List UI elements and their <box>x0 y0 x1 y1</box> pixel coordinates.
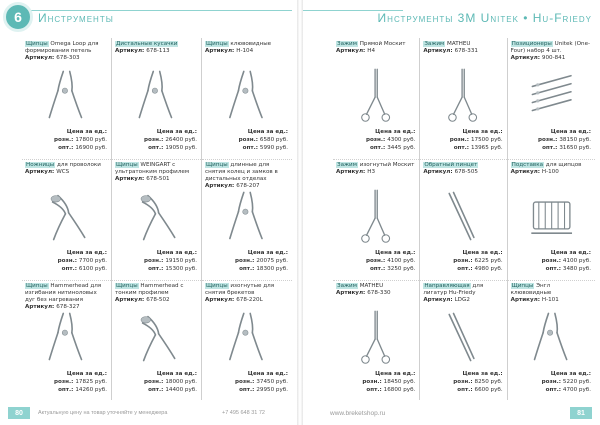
price-heading: Цена за ед.: <box>247 129 288 135</box>
price-block <box>538 128 591 152</box>
product-category-tag: Щипцы <box>206 162 228 168</box>
product-item <box>202 162 292 277</box>
article-label: Артикул: <box>510 55 542 61</box>
product-name: для щипцов <box>544 162 582 168</box>
product-description <box>115 41 198 55</box>
retail-price: розн.: 4100 руб. <box>365 258 416 264</box>
item-divider <box>333 159 419 160</box>
product-name: клювовидные <box>228 41 272 47</box>
article-number: H-100 <box>541 169 559 175</box>
price-heading: Цена за ед.: <box>462 250 503 256</box>
price-heading: Цена за ед.: <box>550 250 591 256</box>
product-description <box>336 41 416 55</box>
price-heading: Цена за ед.: <box>375 371 416 377</box>
price-heading: Цена за ед.: <box>66 250 107 256</box>
right-footer <box>303 407 600 419</box>
product-category-tag: Дистальные кусачки <box>116 41 178 47</box>
product-category-tag: Зажим <box>337 283 357 289</box>
retail-price: розн.: 20075 руб. <box>235 258 288 264</box>
price-heading: Цена за ед.: <box>156 129 197 135</box>
price-block <box>144 370 197 394</box>
right-page <box>303 0 600 425</box>
product-description <box>511 283 592 304</box>
price-block <box>144 249 197 273</box>
article-number: 678-220L <box>236 297 263 303</box>
instrument-photo <box>118 65 195 125</box>
item-divider <box>202 159 292 160</box>
article-number: 678-327 <box>56 304 80 310</box>
price-block <box>450 128 503 152</box>
product-category-tag: Щипцы <box>116 283 138 289</box>
product-item <box>420 283 506 398</box>
instrument-photo <box>28 307 105 367</box>
product-category-tag: Щипцы <box>206 283 228 289</box>
article-number: WCS <box>56 169 70 175</box>
retail-price: розн.: 38150 руб. <box>538 137 591 143</box>
left-column <box>22 38 112 400</box>
item-divider <box>112 280 201 281</box>
retail-price: розн.: 6225 руб. <box>453 258 503 264</box>
product-item <box>202 283 292 398</box>
article-number: H3 <box>367 169 375 175</box>
product-description <box>336 283 416 297</box>
product-name: изогнутые для снятия брекетов <box>205 283 275 296</box>
wholesale-price: опт.: 5990 руб. <box>242 145 288 151</box>
right-footer-site: www.breketshop.ru <box>330 410 386 417</box>
wholesale-price: опт.: 3480 руб. <box>545 266 591 272</box>
wholesale-price: опт.: 4700 руб. <box>545 387 591 393</box>
article-label: Артикул: <box>205 48 237 54</box>
article-number: 900-841 <box>541 55 566 61</box>
article-label: Артикул: <box>205 183 237 189</box>
product-item <box>202 41 292 156</box>
article-label: Артикул: <box>115 176 147 182</box>
product-category-tag: Щипцы <box>26 283 48 289</box>
wholesale-price: опт.: 3250 руб. <box>369 266 416 272</box>
price-heading: Цена за ед.: <box>375 129 416 135</box>
product-description <box>115 162 198 183</box>
product-item <box>22 162 111 277</box>
wholesale-price: опт.: 6600 руб. <box>457 387 503 393</box>
product-name: для лигатур Hu-Friedy <box>423 283 484 296</box>
product-item <box>22 41 111 156</box>
price-block <box>453 370 502 394</box>
retail-price: розн.: 5220 руб. <box>541 379 591 385</box>
right-column <box>420 38 507 400</box>
product-category-tag: Щипцы <box>116 162 138 168</box>
section-number-badge <box>3 2 33 32</box>
price-block <box>366 128 415 152</box>
right-column <box>333 38 420 400</box>
item-divider <box>508 159 595 160</box>
price-block <box>144 128 197 152</box>
product-item <box>420 41 506 156</box>
left-footer-note: Актуальную цену на товар уточняйте у менеджера <box>38 410 168 416</box>
product-description <box>336 162 416 176</box>
article-number: LDG2 <box>454 297 470 303</box>
article-label: Артикул: <box>423 297 455 303</box>
instrument-photo <box>339 307 413 367</box>
product-item <box>420 162 506 277</box>
article-number: 678-113 <box>146 48 170 54</box>
wholesale-price: опт.: 18300 руб. <box>239 266 288 272</box>
price-heading: Цена за ед.: <box>247 371 288 377</box>
product-category-tag: Зажим <box>424 41 445 47</box>
product-category-tag: Направляющая <box>424 283 470 289</box>
article-label: Артикул: <box>205 297 237 303</box>
instrument-photo <box>426 65 500 125</box>
product-category-tag: Позиционеры <box>511 41 552 47</box>
product-name: Unitek (One-Four) набор 4 шт. <box>510 41 591 54</box>
left-footer-phone: +7 495 648 31 72 <box>222 410 265 416</box>
item-divider <box>420 159 506 160</box>
product-description <box>423 283 503 304</box>
wholesale-price: опт.: 6100 руб. <box>61 266 107 272</box>
item-divider <box>22 159 111 160</box>
price-heading: Цена за ед.: <box>462 129 503 135</box>
article-label: Артикул: <box>25 169 57 175</box>
instrument-photo <box>208 307 286 367</box>
product-name: MATHEU <box>357 283 384 289</box>
price-heading: Цена за ед.: <box>247 250 288 256</box>
product-name: для проволоки <box>55 162 101 168</box>
price-heading: Цена за ед.: <box>462 371 503 377</box>
article-label: Артикул: <box>115 297 147 303</box>
product-item <box>22 283 111 398</box>
product-category-tag: Щипцы <box>26 41 48 47</box>
instrument-photo <box>118 307 195 367</box>
product-name: изогнутый Москит <box>357 162 415 168</box>
wholesale-price: опт.: 29950 руб. <box>239 387 288 393</box>
retail-price: розн.: 17800 руб. <box>54 137 107 143</box>
product-description <box>205 283 289 304</box>
instrument-photo <box>514 307 589 367</box>
article-number: 678-207 <box>236 183 260 189</box>
right-header-title: Инструменты 3M Unitek • Hu-Friedy <box>377 11 592 25</box>
product-description <box>25 162 108 176</box>
price-heading: Цена за ед.: <box>66 129 107 135</box>
product-item <box>508 41 595 156</box>
article-number: H4 <box>367 48 375 54</box>
instrument-photo <box>208 65 286 125</box>
product-description <box>511 162 592 176</box>
wholesale-price: опт.: 15300 руб. <box>148 266 197 272</box>
wholesale-price: опт.: 16900 руб. <box>58 145 107 151</box>
article-number: 678-502 <box>146 297 170 303</box>
left-page <box>0 0 297 425</box>
price-block <box>239 128 288 152</box>
price-block <box>235 370 288 394</box>
product-item <box>333 41 419 156</box>
article-number: H-101 <box>541 297 559 303</box>
product-name: Hammerhead с тонким профилем <box>115 283 184 296</box>
price-heading: Цена за ед.: <box>156 250 197 256</box>
right-page-number: 81 <box>570 407 592 419</box>
instrument-photo <box>118 186 195 246</box>
price-block <box>366 249 415 273</box>
product-item <box>333 162 419 277</box>
product-name: Omega Loop для формирования петель <box>25 41 99 54</box>
left-page-number: 80 <box>8 407 30 419</box>
wholesale-price: опт.: 14260 руб. <box>58 387 107 393</box>
retail-price: розн.: 17500 руб. <box>449 137 503 143</box>
retail-price: розн.: 6580 руб. <box>238 137 288 143</box>
wholesale-price: опт.: 19050 руб. <box>148 145 197 151</box>
article-label: Артикул: <box>25 304 57 310</box>
article-label: Артикул: <box>510 297 542 303</box>
product-category-tag: Зажим <box>337 162 357 168</box>
instrument-photo <box>514 186 589 246</box>
retail-price: розн.: 7700 руб. <box>57 258 107 264</box>
retail-price: розн.: 18000 руб. <box>144 379 197 385</box>
product-name: Прямой Москит <box>357 41 406 47</box>
price-block <box>542 249 591 273</box>
retail-price: розн.: 17825 руб. <box>54 379 107 385</box>
wholesale-price: опт.: 3445 руб. <box>369 145 416 151</box>
item-divider <box>22 280 111 281</box>
product-description <box>25 41 108 62</box>
product-name: длинные для снятия колец и замков в дистальных отделах <box>205 162 278 182</box>
retail-price: розн.: 8250 руб. <box>453 379 503 385</box>
product-description <box>511 41 592 62</box>
article-number: 678-330 <box>367 290 391 296</box>
product-category-tag: Зажим <box>337 41 357 47</box>
left-footer <box>0 407 297 419</box>
price-heading: Цена за ед.: <box>550 371 591 377</box>
product-item <box>112 162 201 277</box>
product-category-tag: Щипцы <box>206 41 228 47</box>
article-label: Артикул: <box>336 290 368 296</box>
product-description <box>115 283 198 304</box>
wholesale-price: опт.: 31650 руб. <box>542 145 591 151</box>
product-item <box>508 162 595 277</box>
product-name: Hammerhead для изгибания нитиноловых дуг без нагревания <box>25 283 102 303</box>
article-label: Артикул: <box>336 169 368 175</box>
instrument-photo <box>339 186 413 246</box>
product-item <box>508 283 595 398</box>
item-divider <box>508 280 595 281</box>
retail-price: розн.: 19150 руб. <box>144 258 197 264</box>
instrument-photo <box>28 186 105 246</box>
price-heading: Цена за ед.: <box>66 371 107 377</box>
article-label: Артикул: <box>336 48 368 54</box>
item-divider <box>420 280 506 281</box>
product-name: MATHEU <box>445 41 471 47</box>
product-item <box>112 41 201 156</box>
retail-price: розн.: 4300 руб. <box>365 137 416 143</box>
instrument-photo <box>339 65 413 125</box>
left-column <box>202 38 292 400</box>
instrument-photo <box>426 186 500 246</box>
article-label: Артикул: <box>115 48 147 54</box>
article-label: Артикул: <box>510 169 542 175</box>
item-divider <box>333 280 419 281</box>
instrument-photo <box>514 65 589 125</box>
product-description <box>423 162 503 176</box>
product-item <box>333 283 419 398</box>
article-label: Артикул: <box>25 55 57 61</box>
retail-price: розн.: 37450 руб. <box>235 379 288 385</box>
product-name: Энгл клювовидные <box>510 283 552 296</box>
product-description <box>205 41 289 55</box>
product-category-tag: Подставка <box>511 162 544 168</box>
section-number: 6 <box>14 9 22 25</box>
price-block <box>542 370 591 394</box>
price-heading: Цена за ед.: <box>375 250 416 256</box>
article-label: Артикул: <box>423 169 455 175</box>
price-block <box>58 249 107 273</box>
article-number: H-104 <box>236 48 254 54</box>
product-description <box>423 41 503 55</box>
article-number: 678-505 <box>454 169 478 175</box>
retail-price: розн.: 18450 руб. <box>362 379 416 385</box>
article-number: 678-501 <box>146 176 170 182</box>
item-divider <box>112 159 201 160</box>
retail-price: розн.: 4100 руб. <box>541 258 591 264</box>
instrument-photo <box>426 307 500 367</box>
instrument-photo <box>28 65 105 125</box>
price-block <box>453 249 502 273</box>
price-heading: Цена за ед.: <box>156 371 197 377</box>
article-label: Артикул: <box>423 48 455 54</box>
article-number: 678-303 <box>56 55 80 61</box>
right-product-grid <box>333 38 595 400</box>
left-header-title: Инструменты <box>38 11 114 25</box>
wholesale-price: опт.: 13965 руб. <box>453 145 503 151</box>
price-heading: Цена за ед.: <box>550 129 591 135</box>
instrument-photo <box>208 186 286 246</box>
product-name: WEINGART с ультратонким профилем <box>115 162 190 175</box>
wholesale-price: опт.: 4980 руб. <box>457 266 503 272</box>
product-category-tag: Ножницы <box>26 162 55 168</box>
price-block <box>54 370 107 394</box>
retail-price: розн.: 26400 руб. <box>144 137 197 143</box>
product-category-tag: Щипцы <box>511 283 534 289</box>
product-item <box>112 283 201 398</box>
product-category-tag: Обратный пинцет <box>424 162 478 168</box>
price-block <box>54 128 107 152</box>
left-product-grid <box>22 38 292 400</box>
price-block <box>235 249 288 273</box>
left-column <box>112 38 202 400</box>
item-divider <box>202 280 292 281</box>
wholesale-price: опт.: 14400 руб. <box>148 387 197 393</box>
right-column <box>508 38 595 400</box>
article-number: 678-331 <box>454 48 478 54</box>
wholesale-price: опт.: 16800 руб. <box>366 387 416 393</box>
price-block <box>362 370 415 394</box>
